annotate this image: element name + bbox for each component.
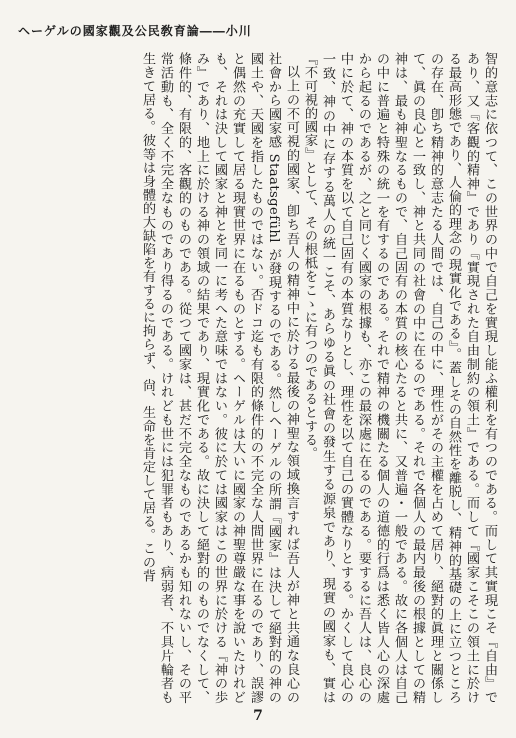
paragraph: 以上の不可視的國家、卽ち吾人の精神中に於ける最後の神聖な領域換言すれば吾人が神と共通な良心の社會から國家感 Staatsgefühl が發現するのである。然しヘーゲルの所謂『國家』は決して絕對的の神の國土や、天國を指したものではない。否ドコ迄も有限的條件的の不完全な人間世界に在るのであり、誤謬と偶然の充實して居る現實世界に在るものとする。ヘーゲルは大いに國家の神聖尊嚴な事を說いたけれども、それは決して國家と神とを同一に考へた意味ではない。彼に於ては國家はこの世界に於ける『神の歩み』であり、地上に於ける神の領域の結果であり、現實化である。故に決して絕對的のものでなくして、條件的、有限的、客觀的のものである。從つて國家は、甚だ不完全なものであるかも知れないし、その平常活動も、全く不完全なものであり得るのである。けれども世には犯罪者もあり、病弱者、不具片輪者も生きて居る。彼等は身體的大缺陷を有するに拘らず、尙、生命を肯定して居る。この背 xyxy=(140,52,299,704)
page-number: 7 xyxy=(253,708,263,724)
paragraph: 智的意志に依つて、この世界の中で自己を實現し能ふ權利を有つのである。而して其實現こそ『自由』であり、又『客觀的精神』であり『實現された自由制約の領土』である。而して『國家こそこの領土に於ける最高形態であり、人倫的理念の現實化である』。蓋しその自然性を離脱し、精神的基礎の上に立つところの存在、卽ち精神的意志たる人間では、自己の中に、理性がその主權を占めて居り、絕對的眞理と關係して、眞の良心と一致し、神と共同の社會の中に在るのである。それで各個人の最内最後の根據としての精神は、最も神聖なるもので、自己固有の本質の核心たると共に、又普遍・一般である。故に各個人は自己の中に普遍と特殊の統一を有するのである。それで精神の機關たる個人の道德的行爲は悉く皆人心の深處から起るのであるが、之と同じく國家の根據も、亦この最深處に在るのである。要するに吾人は、良心の中に於て、神の本質を以て自己固有の本質なりとし、理性を以て自己の實體なりとする。かくして良心の一致、神の中に存する萬人の統一こそ、あらゆる眞の社會の發生する源泉であり、現實の國家も、實は『不可視的國家』として、その根柢をこゝに有つのであるとする。 xyxy=(302,52,497,704)
running-header: ヘーゲルの國家觀及公民敎育論――小川 xyxy=(18,24,252,38)
body-text xyxy=(16,52,498,704)
